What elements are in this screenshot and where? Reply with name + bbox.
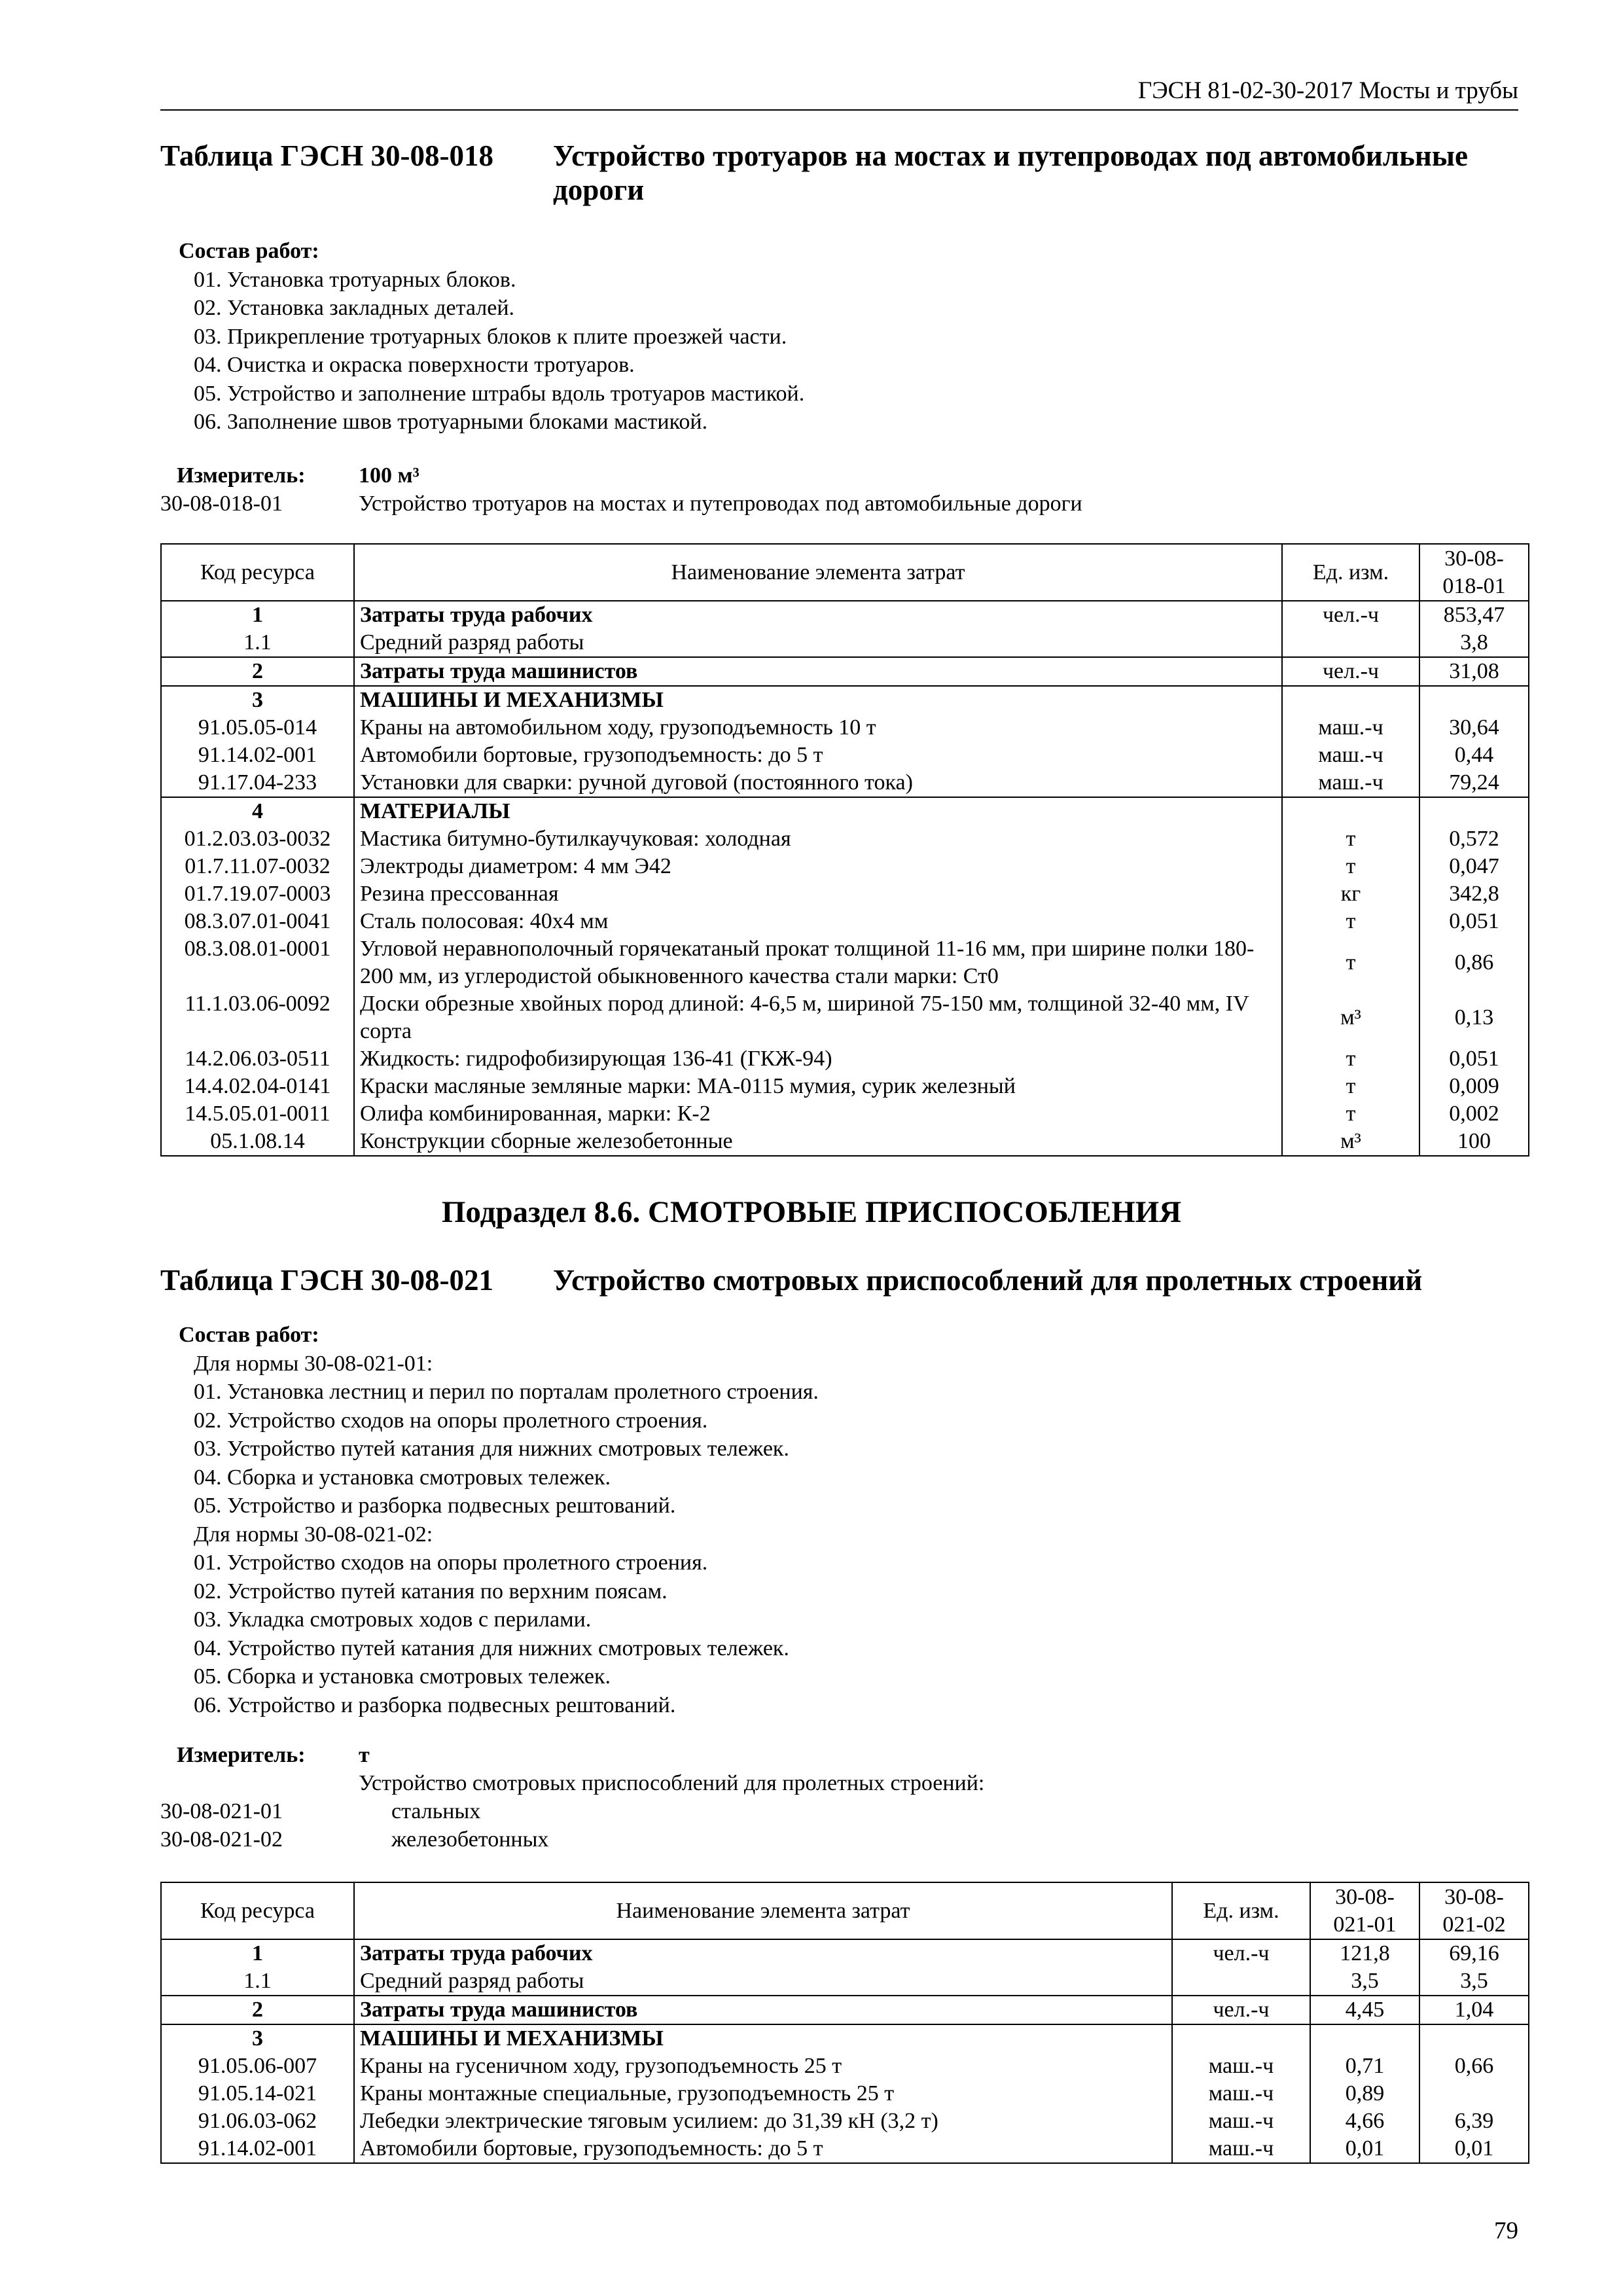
table-row <box>161 2024 1529 2053</box>
work-item: 01. Устройство сходов на опоры пролетного строения. <box>194 1551 708 1575</box>
meter-label: Измеритель: <box>177 463 306 488</box>
table-row <box>161 2108 1529 2135</box>
table2-title: Устройство смотровых приспособлений для пролетных строений <box>553 1264 1423 1297</box>
cell-unit: м³ <box>1282 990 1419 1045</box>
work-item: 05. Устройство и заполнение штрабы вдоль тротуаров мастикой. <box>194 381 805 406</box>
col-header-name: Наименование элемента затрат <box>354 1882 1172 1939</box>
cell-code: 05.1.08.14 <box>161 1128 354 1156</box>
work-item: 06. Устройство и разборка подвесных рештований. <box>194 1693 676 1717</box>
cell-value-1: 0,572 <box>1419 825 1529 853</box>
work-item: 05. Устройство и разборка подвесных рештований. <box>194 1494 676 1518</box>
table-row <box>161 797 1529 825</box>
page-number: 79 <box>1494 2217 1518 2244</box>
cell-value-2: 1,04 <box>1419 1996 1529 2024</box>
cell-name: Краны монтажные специальные, грузоподъемность 25 т <box>354 2080 1172 2108</box>
cell-code: 08.3.07.01-0041 <box>161 908 354 935</box>
cell-code: 91.05.05-014 <box>161 714 354 742</box>
norm-code: 30-08-018-01 <box>160 492 283 516</box>
cell-value-1: 0,051 <box>1419 908 1529 935</box>
table2-works <box>175 1321 819 1719</box>
table-row <box>161 990 1529 1045</box>
work-item: 02. Устройство путей катания по верхним поясам. <box>194 1579 668 1604</box>
cell-unit: т <box>1282 908 1419 935</box>
cell-unit: чел.-ч <box>1172 1996 1310 2024</box>
work-item: Для нормы 30-08-021-01: <box>194 1351 433 1376</box>
cell-name: Угловой неравнополочный горячекатаный прокат толщиной 11-16 мм, при ширине полки 180- 200 мм, из углеродистой обыкновенного качества стали марки: Ст0 <box>354 935 1282 990</box>
cell-code: 91.17.04-233 <box>161 769 354 797</box>
norm-description: стальных <box>391 1799 481 1823</box>
col-header-unit: Ед. изм. <box>1172 1882 1310 1939</box>
table-row <box>161 1996 1529 2024</box>
cell-name: Средний разряд работы <box>354 1967 1172 1996</box>
cell-unit: т <box>1282 1073 1419 1100</box>
cell-unit: т <box>1282 1100 1419 1128</box>
cell-value-1: 4,66 <box>1310 2108 1419 2135</box>
work-item: 02. Установка закладных деталей. <box>194 296 515 320</box>
norm-group-description: Устройство смотровых приспособлений для пролетных строений: <box>359 1771 985 1795</box>
work-item: 01. Установка лестниц и перил по порталам пролетного строения. <box>194 1380 819 1404</box>
cell-code: 4 <box>161 797 354 825</box>
cell-unit: чел.-ч <box>1282 657 1419 686</box>
cell-code: 3 <box>161 686 354 714</box>
cell-value-1: 30,64 <box>1419 714 1529 742</box>
cell-unit: маш.-ч <box>1282 769 1419 797</box>
cell-code: 08.3.08.01-0001 <box>161 935 354 990</box>
cell-code: 01.7.11.07-0032 <box>161 853 354 880</box>
norm-description: железобетонных <box>391 1827 549 1852</box>
cell-code: 3 <box>161 2024 354 2053</box>
cell-name: Краны на автомобильном ходу, грузоподъемность 10 т <box>354 714 1282 742</box>
norm-code: 30-08-021-01 <box>160 1799 283 1823</box>
cell-name: Установки для сварки: ручной дуговой (постоянного тока) <box>354 769 1282 797</box>
cell-value-1: 0,002 <box>1419 1100 1529 1128</box>
cell-name: Затраты труда рабочих <box>354 601 1282 629</box>
cell-value-1: 0,051 <box>1419 1045 1529 1073</box>
header-divider <box>160 109 1518 111</box>
cell-name: Электроды диаметром: 4 мм Э42 <box>354 853 1282 880</box>
cell-value-2 <box>1419 2024 1529 2053</box>
col-header-norm: 30-08-018-01 <box>1419 544 1529 601</box>
table-row <box>161 2080 1529 2108</box>
work-item: Для нормы 30-08-021-02: <box>194 1522 433 1547</box>
cell-code: 14.5.05.01-0011 <box>161 1100 354 1128</box>
table-row <box>161 825 1529 853</box>
cell-unit: маш.-ч <box>1172 2053 1310 2080</box>
cell-name: Жидкость: гидрофобизирующая 136-41 (ГКЖ-94) <box>354 1045 1282 1073</box>
cell-code: 1 <box>161 1939 354 1967</box>
cell-name: Лебедки электрические тяговым усилием: до 31,39 кН (3,2 т) <box>354 2108 1172 2135</box>
cell-name: Резина прессованная <box>354 880 1282 908</box>
table-row <box>161 1100 1529 1128</box>
cell-value-1: 3,5 <box>1310 1967 1419 1996</box>
work-item: 05. Сборка и установка смотровых тележек. <box>194 1664 611 1689</box>
cell-name: Автомобили бортовые, грузоподъемность: до 5 т <box>354 742 1282 769</box>
cell-value-1: 100 <box>1419 1128 1529 1156</box>
cell-unit: маш.-ч <box>1172 2135 1310 2163</box>
cell-code: 91.05.06-007 <box>161 2053 354 2080</box>
table1-works <box>175 237 804 437</box>
cell-code: 1 <box>161 601 354 629</box>
table-row <box>161 742 1529 769</box>
cell-unit: кг <box>1282 880 1419 908</box>
cell-unit: т <box>1282 1045 1419 1073</box>
table-row <box>161 880 1529 908</box>
cell-value-1: 31,08 <box>1419 657 1529 686</box>
table-row <box>161 2053 1529 2080</box>
cell-value-1: 0,71 <box>1310 2053 1419 2080</box>
cell-value-1: 342,8 <box>1419 880 1529 908</box>
table-row <box>161 1045 1529 1073</box>
works-heading: Состав работ: <box>179 239 319 263</box>
cell-code: 01.7.19.07-0003 <box>161 880 354 908</box>
cell-value-2: 6,39 <box>1419 2108 1529 2135</box>
cell-value-1: 0,89 <box>1310 2080 1419 2108</box>
cell-name: Олифа комбинированная, марки: К-2 <box>354 1100 1282 1128</box>
cell-value-2 <box>1419 2080 1529 2108</box>
cell-code: 2 <box>161 1996 354 2024</box>
cell-unit <box>1172 1967 1310 1996</box>
col-header-code: Код ресурса <box>161 544 354 601</box>
cell-value-2: 69,16 <box>1419 1939 1529 1967</box>
cell-unit: маш.-ч <box>1172 2108 1310 2135</box>
cell-code: 1.1 <box>161 1967 354 1996</box>
table-row <box>161 629 1529 657</box>
cell-name: Затраты труда рабочих <box>354 1939 1172 1967</box>
cell-name: МАТЕРИАЛЫ <box>354 797 1282 825</box>
cell-value-1: 0,44 <box>1419 742 1529 769</box>
meter-value: т <box>359 1743 370 1767</box>
cell-name: Автомобили бортовые, грузоподъемность: до 5 т <box>354 2135 1172 2163</box>
table-row <box>161 2135 1529 2163</box>
table-row <box>161 714 1529 742</box>
table-row <box>161 908 1529 935</box>
cell-value-1: 0,86 <box>1419 935 1529 990</box>
col-header-unit: Ед. изм. <box>1282 544 1419 601</box>
cell-code: 91.14.02-001 <box>161 2135 354 2163</box>
cell-unit: маш.-ч <box>1282 742 1419 769</box>
col-header-norm-1: 30-08-021-01 <box>1310 1882 1419 1939</box>
cell-name: Затраты труда машинистов <box>354 1996 1172 2024</box>
resource-table-1 <box>160 543 1529 1157</box>
table1-title: Устройство тротуаров на мостах и путепроводах под автомобильные дороги <box>553 139 1468 206</box>
cell-name: МАШИНЫ И МЕХАНИЗМЫ <box>354 686 1282 714</box>
table-row <box>161 1073 1529 1100</box>
work-item: 04. Сборка и установка смотровых тележек. <box>194 1465 611 1490</box>
subsection-title: Подраздел 8.6. СМОТРОВЫЕ ПРИСПОСОБЛЕНИЯ <box>441 1195 1182 1229</box>
cell-value-1: 0,047 <box>1419 853 1529 880</box>
cell-value-1: 0,01 <box>1310 2135 1419 2163</box>
cell-value-2: 0,66 <box>1419 2053 1529 2080</box>
cell-unit: м³ <box>1282 1128 1419 1156</box>
table2-label: Таблица ГЭСН 30-08-021 <box>160 1264 493 1297</box>
cell-code: 91.05.14-021 <box>161 2080 354 2108</box>
norm-code: 30-08-021-02 <box>160 1827 283 1852</box>
cell-value-1: 121,8 <box>1310 1939 1419 1967</box>
cell-name: Краны на гусеничном ходу, грузоподъемность 25 т <box>354 2053 1172 2080</box>
cell-name: Средний разряд работы <box>354 629 1282 657</box>
cell-unit: чел.-ч <box>1172 1939 1310 1967</box>
table-row <box>161 935 1529 990</box>
works-heading: Состав работ: <box>179 1323 319 1347</box>
table1-label: Таблица ГЭСН 30-08-018 <box>160 139 493 172</box>
cell-unit: т <box>1282 853 1419 880</box>
cell-unit <box>1172 2024 1310 2053</box>
cell-unit: маш.-ч <box>1282 714 1419 742</box>
col-header-norm-2: 30-08-021-02 <box>1419 1882 1529 1939</box>
work-item: 04. Очистка и окраска поверхности тротуаров. <box>194 353 635 377</box>
cell-code: 1.1 <box>161 629 354 657</box>
running-header: ГЭСН 81-02-30-2017 Мосты и трубы <box>1137 77 1518 104</box>
table-row <box>161 1967 1529 1996</box>
work-item: 03. Укладка смотровых ходов с перилами. <box>194 1607 592 1632</box>
cell-unit <box>1282 686 1419 714</box>
resource-table-2 <box>160 1882 1529 2164</box>
cell-code: 91.06.03-062 <box>161 2108 354 2135</box>
cell-value-2: 0,01 <box>1419 2135 1529 2163</box>
cell-value-1: 4,45 <box>1310 1996 1419 2024</box>
cell-unit: маш.-ч <box>1172 2080 1310 2108</box>
cell-unit: т <box>1282 935 1419 990</box>
cell-unit: чел.-ч <box>1282 601 1419 629</box>
cell-value-1 <box>1419 797 1529 825</box>
table-row <box>161 657 1529 686</box>
cell-value-1 <box>1310 2024 1419 2053</box>
table-row <box>161 1128 1529 1156</box>
table-row <box>161 1939 1529 1967</box>
cell-unit <box>1282 629 1419 657</box>
work-item: 01. Установка тротуарных блоков. <box>194 267 516 292</box>
norm-description: Устройство тротуаров на мостах и путепроводах под автомобильные дороги <box>359 492 1082 516</box>
cell-code: 01.2.03.03-0032 <box>161 825 354 853</box>
cell-value-2: 3,5 <box>1419 1967 1529 1996</box>
cell-value-1: 0,13 <box>1419 990 1529 1045</box>
work-item: 06. Заполнение швов тротуарными блоками мастикой. <box>194 410 708 434</box>
cell-unit <box>1282 797 1419 825</box>
table-row <box>161 853 1529 880</box>
cell-value-1: 0,009 <box>1419 1073 1529 1100</box>
work-item: 03. Прикрепление тротуарных блоков к плите проезжей части. <box>194 324 787 349</box>
cell-value-1: 3,8 <box>1419 629 1529 657</box>
cell-code: 2 <box>161 657 354 686</box>
cell-name: Мастика битумно-бутилкаучуковая: холодная <box>354 825 1282 853</box>
cell-name: Затраты труда машинистов <box>354 657 1282 686</box>
table-row <box>161 686 1529 714</box>
cell-unit: т <box>1282 825 1419 853</box>
meter-value: 100 м³ <box>359 463 419 488</box>
cell-code: 91.14.02-001 <box>161 742 354 769</box>
cell-code: 14.2.06.03-0511 <box>161 1045 354 1073</box>
work-item: 03. Устройство путей катания для нижних смотровых тележек. <box>194 1437 789 1461</box>
cell-name: Конструкции сборные железобетонные <box>354 1128 1282 1156</box>
col-header-name: Наименование элемента затрат <box>354 544 1282 601</box>
cell-value-1: 79,24 <box>1419 769 1529 797</box>
cell-value-1: 853,47 <box>1419 601 1529 629</box>
cell-name: МАШИНЫ И МЕХАНИЗМЫ <box>354 2024 1172 2053</box>
meter-label: Измеритель: <box>177 1743 306 1767</box>
table-row <box>161 601 1529 629</box>
cell-code: 11.1.03.06-0092 <box>161 990 354 1045</box>
cell-name: Краски масляные земляные марки: МА-0115 мумия, сурик железный <box>354 1073 1282 1100</box>
cell-value-1 <box>1419 686 1529 714</box>
cell-name: Сталь полосовая: 40х4 мм <box>354 908 1282 935</box>
cell-code: 14.4.02.04-0141 <box>161 1073 354 1100</box>
cell-name: Доски обрезные хвойных пород длиной: 4-6,5 м, шириной 75-150 мм, толщиной 32-40 мм, IV сорта <box>354 990 1282 1045</box>
table-row <box>161 769 1529 797</box>
col-header-code: Код ресурса <box>161 1882 354 1939</box>
work-item: 04. Устройство путей катания для нижних смотровых тележек. <box>194 1636 789 1660</box>
work-item: 02. Устройство сходов на опоры пролетного строения. <box>194 1408 708 1433</box>
